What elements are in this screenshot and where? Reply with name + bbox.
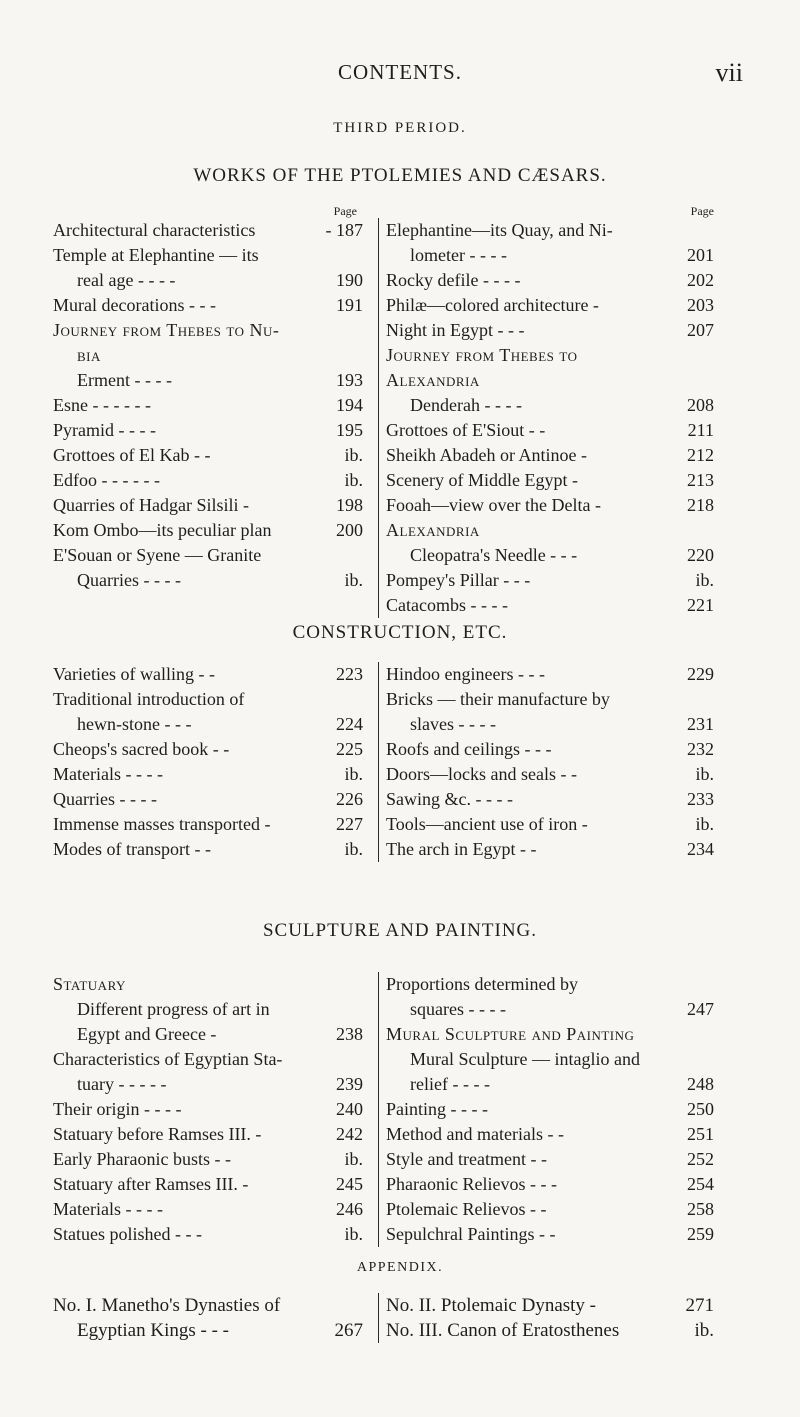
toc-entry-text: Method and materials - - xyxy=(386,1124,564,1144)
toc-entry-text: Quarries of Hadgar Silsili - xyxy=(53,495,249,515)
toc-entry-page: 246 xyxy=(336,1199,363,1219)
toc-entry-text: Alexandria xyxy=(386,520,480,540)
toc-entry-text: relief - - - - xyxy=(410,1074,490,1094)
toc-entry-text: Grottoes of El Kab - - xyxy=(53,445,211,465)
toc-entry-text: Pharaonic Relievos - - - xyxy=(386,1174,557,1194)
section-title-appendix: APPENDIX. xyxy=(356,1260,444,1275)
header-title: CONTENTS. xyxy=(338,60,462,84)
toc-entry xyxy=(386,662,714,687)
toc-entry-page: 198 xyxy=(336,495,363,515)
toc-entry-page: 208 xyxy=(687,395,714,415)
toc-entry xyxy=(386,243,714,268)
toc-entry-text: No. III. Canon of Eratosthenes xyxy=(386,1320,620,1341)
toc-entry xyxy=(53,662,363,687)
toc-entry xyxy=(53,268,363,293)
toc-entry xyxy=(53,493,363,518)
toc-entry xyxy=(53,518,363,543)
toc-entry-text: Rocky defile - - - - xyxy=(386,270,521,290)
page-column-heading: Page xyxy=(333,204,357,218)
toc-entry xyxy=(386,268,714,293)
toc-entry-text: Proportions determined by xyxy=(386,974,578,994)
toc-entry xyxy=(53,1147,363,1172)
toc-entry xyxy=(386,368,714,393)
toc-entry-text: Catacombs - - - - xyxy=(386,595,508,615)
header-page-number: vii xyxy=(715,58,743,87)
toc-entry-text: Scenery of Middle Egypt - xyxy=(386,470,578,490)
toc-entry xyxy=(386,762,714,787)
toc-entry-page: 211 xyxy=(687,420,714,440)
toc-entry xyxy=(386,997,714,1022)
toc-entry xyxy=(386,493,714,518)
toc-entry-text: Statuary xyxy=(53,974,126,994)
toc-entry-text: Materials - - - - xyxy=(53,764,163,784)
toc-entry-page: 231 xyxy=(687,714,714,734)
toc-entry xyxy=(386,418,714,443)
toc-entry xyxy=(53,568,363,593)
toc-entry xyxy=(386,318,714,343)
period-title: THIRD PERIOD. xyxy=(333,120,467,136)
toc-entry xyxy=(53,687,363,712)
toc-entry-page: 213 xyxy=(687,470,714,490)
toc-entry xyxy=(386,343,714,368)
toc-entry xyxy=(386,1318,714,1343)
toc-entry-page: 239 xyxy=(336,1074,363,1094)
toc-entry-text: Philæ—colored architecture - xyxy=(386,295,599,315)
toc-entry-page: 203 xyxy=(687,295,714,315)
toc-entry-text: Journey from Thebes to xyxy=(386,345,578,365)
toc-entry-text: Erment - - - - xyxy=(77,370,172,390)
toc-entry-page: 245 xyxy=(336,1174,363,1194)
toc-entry-page: 247 xyxy=(687,999,714,1019)
section-sculpture-left-column xyxy=(53,972,363,1247)
toc-entry-text: Quarries - - - - xyxy=(77,570,181,590)
toc-entry-text: Statuary before Ramses III. - xyxy=(53,1124,262,1144)
toc-entry-text: No. I. Manetho's Dynasties of xyxy=(53,1295,281,1316)
toc-entry-page: 223 xyxy=(336,664,363,684)
toc-entry-text: Architectural characteristics xyxy=(53,220,256,240)
toc-entry-page: 233 xyxy=(687,789,714,809)
toc-entry xyxy=(53,1197,363,1222)
toc-entry xyxy=(386,812,714,837)
toc-entry-page: 240 xyxy=(336,1099,363,1119)
toc-entry-text: Tools—ancient use of iron - xyxy=(386,814,588,834)
section-title-construction: CONSTRUCTION, ETC. xyxy=(292,622,508,643)
toc-entry-page: 242 xyxy=(336,1124,363,1144)
toc-entry-page: 194 xyxy=(336,395,363,415)
toc-entry-page: 225 xyxy=(336,739,363,759)
toc-entry-page: 221 xyxy=(687,595,714,615)
toc-entry-page: ib. xyxy=(344,445,363,465)
section-appendix-left-column xyxy=(53,1293,363,1343)
toc-entry xyxy=(53,762,363,787)
toc-entry-page: 232 xyxy=(687,739,714,759)
toc-entry xyxy=(53,1222,363,1247)
toc-entry-text: bia xyxy=(77,345,101,365)
page-column-heading: Page xyxy=(690,204,714,218)
toc-entry-page: 259 xyxy=(687,1224,714,1244)
toc-entry-page: ib. xyxy=(344,470,363,490)
section-construction-left-column xyxy=(53,662,363,862)
toc-entry-page: 212 xyxy=(687,445,714,465)
toc-entry xyxy=(386,518,714,543)
toc-entry-page: ib. xyxy=(695,764,714,784)
toc-entry xyxy=(53,318,363,343)
toc-entry-page: 267 xyxy=(334,1320,363,1341)
toc-entry xyxy=(386,1022,714,1047)
toc-entry-page: 258 xyxy=(687,1199,714,1219)
toc-entry-text: Night in Egypt - - - xyxy=(386,320,525,340)
toc-entry-text: slaves - - - - xyxy=(410,714,496,734)
toc-entry xyxy=(386,787,714,812)
toc-entry-text: No. II. Ptolemaic Dynasty - xyxy=(386,1295,597,1316)
toc-entry xyxy=(386,1222,714,1247)
toc-entry xyxy=(53,343,363,368)
toc-entry-text: Statues polished - - - xyxy=(53,1224,202,1244)
toc-entry-text: Grottoes of E'Siout - - xyxy=(386,420,546,440)
section-sculpture-right-column xyxy=(378,972,714,1247)
toc-entry-text: Denderah - - - - xyxy=(410,395,522,415)
section-ptolemies-left-column xyxy=(53,204,363,593)
section-title-ptolemies: WORKS OF THE PTOLEMIES AND CÆSARS. xyxy=(193,165,607,186)
running-head xyxy=(0,60,800,90)
toc-entry-text: Egyptian Kings - - - xyxy=(77,1320,229,1341)
toc-entry-page: 190 xyxy=(336,270,363,290)
toc-entry-page: 195 xyxy=(336,420,363,440)
toc-entry xyxy=(386,1197,714,1222)
toc-entry-page: 252 xyxy=(687,1149,714,1169)
section-appendix-right-column xyxy=(378,1293,714,1343)
toc-entry-text: Esne - - - - - - xyxy=(53,395,151,415)
toc-entry xyxy=(386,1147,714,1172)
toc-entry-text: squares - - - - xyxy=(410,999,506,1019)
toc-entry xyxy=(53,972,363,997)
toc-entry xyxy=(386,1097,714,1122)
toc-entry-page: ib. xyxy=(344,1149,363,1169)
toc-entry-text: Style and treatment - - xyxy=(386,1149,547,1169)
toc-entry-page: ib. xyxy=(694,1320,714,1341)
toc-entry-text: Sepulchral Paintings - - xyxy=(386,1224,556,1244)
toc-entry xyxy=(53,1293,363,1318)
toc-entry-text: Mural decorations - - - xyxy=(53,295,216,315)
toc-entry-page: 238 xyxy=(336,1024,363,1044)
toc-entry-text: Characteristics of Egyptian Sta- xyxy=(53,1049,283,1069)
toc-entry-page: ib. xyxy=(344,1224,363,1244)
toc-entry-text: Early Pharaonic busts - - xyxy=(53,1149,231,1169)
toc-entry-page: 191 xyxy=(336,295,363,315)
toc-entry-text: Traditional introduction of xyxy=(53,689,245,709)
toc-entry-text: Quarries - - - - xyxy=(53,789,157,809)
toc-entry xyxy=(53,1072,363,1097)
toc-entry-page: 207 xyxy=(687,320,714,340)
toc-entry xyxy=(53,368,363,393)
toc-entry-text: Mural Sculpture and Painting xyxy=(386,1024,635,1044)
toc-entry-page: 226 xyxy=(336,789,363,809)
toc-entry xyxy=(53,1318,363,1343)
toc-entry-page: 201 xyxy=(687,245,714,265)
toc-entry-page: ib. xyxy=(344,570,363,590)
toc-entry-text: hewn-stone - - - xyxy=(77,714,192,734)
toc-entry xyxy=(53,1172,363,1197)
toc-entry xyxy=(386,837,714,862)
toc-entry-page: 234 xyxy=(687,839,714,859)
toc-entry xyxy=(53,997,363,1022)
toc-entry xyxy=(53,1122,363,1147)
toc-entry xyxy=(53,443,363,468)
toc-entry xyxy=(53,293,363,318)
toc-entry-text: Painting - - - - xyxy=(386,1099,488,1119)
toc-entry-page: 220 xyxy=(687,545,714,565)
toc-entry xyxy=(386,293,714,318)
toc-entry-text: Cheops's sacred book - - xyxy=(53,739,230,759)
toc-entry-text: real age - - - - xyxy=(77,270,176,290)
toc-entry-text: Sheikh Abadeh or Antinoe - xyxy=(386,445,587,465)
toc-entry-page: 251 xyxy=(687,1124,714,1144)
toc-entry xyxy=(53,837,363,862)
toc-entry-text: Elephantine—its Quay, and Ni- xyxy=(386,220,613,240)
toc-entry-text: Ptolemaic Relievos - - xyxy=(386,1199,547,1219)
toc-entry-text: tuary - - - - - xyxy=(77,1074,167,1094)
toc-entry-text: Alexandria xyxy=(386,370,480,390)
toc-entry-text: Sawing &c. - - - - xyxy=(386,789,513,809)
toc-entry-text: Roofs and ceilings - - - xyxy=(386,739,552,759)
toc-entry xyxy=(53,712,363,737)
toc-entry-page: 227 xyxy=(336,814,363,834)
toc-entry xyxy=(53,1097,363,1122)
toc-entry-text: Pompey's Pillar - - - xyxy=(386,570,531,590)
toc-entry-text: Statuary after Ramses III. - xyxy=(53,1174,249,1194)
toc-entry-page: 224 xyxy=(336,714,363,734)
toc-entry xyxy=(53,468,363,493)
toc-entry-text: Different progress of art in xyxy=(77,999,270,1019)
toc-entry xyxy=(386,712,714,737)
toc-entry-page: 248 xyxy=(687,1074,714,1094)
toc-entry-page: 229 xyxy=(687,664,714,684)
toc-entry xyxy=(386,737,714,762)
toc-entry xyxy=(53,787,363,812)
toc-entry xyxy=(53,812,363,837)
toc-entry-page: 271 xyxy=(685,1295,714,1316)
toc-entry xyxy=(53,737,363,762)
section-ptolemies-right-column xyxy=(378,204,714,618)
toc-entry xyxy=(386,1072,714,1097)
toc-entry xyxy=(386,468,714,493)
toc-entry xyxy=(386,1047,714,1072)
toc-entry-text: lometer - - - - xyxy=(410,245,507,265)
toc-entry xyxy=(386,593,714,618)
toc-entry-page: ib. xyxy=(344,839,363,859)
toc-entry-text: Egypt and Greece - xyxy=(77,1024,217,1044)
toc-entry-text: Cleopatra's Needle - - - xyxy=(410,545,578,565)
toc-entry-text: Materials - - - - xyxy=(53,1199,163,1219)
toc-entry xyxy=(53,1022,363,1047)
toc-entry xyxy=(386,1172,714,1197)
toc-entry-text: Pyramid - - - - xyxy=(53,420,156,440)
toc-entry-page: 200 xyxy=(336,520,363,540)
toc-entry xyxy=(386,687,714,712)
toc-entry-page: ib. xyxy=(695,570,714,590)
toc-entry-page: ib. xyxy=(695,814,714,834)
toc-entry xyxy=(53,243,363,268)
section-title-sculpture: SCULPTURE AND PAINTING. xyxy=(262,920,538,941)
toc-entry-text: Hindoo engineers - - - xyxy=(386,664,545,684)
toc-entry-text: Edfoo - - - - - - xyxy=(53,470,160,490)
toc-entry-page: ib. xyxy=(344,764,363,784)
toc-entry-text: The arch in Egypt - - xyxy=(386,839,537,859)
toc-entry xyxy=(386,543,714,568)
toc-entry-text: Doors—locks and seals - - xyxy=(386,764,577,784)
toc-entry-text: Immense masses transported - xyxy=(53,814,271,834)
toc-entry-text: Modes of transport - - xyxy=(53,839,211,859)
toc-entry-text: Fooah—view over the Delta - xyxy=(386,495,601,515)
toc-entry xyxy=(53,543,363,568)
toc-entry xyxy=(53,418,363,443)
toc-entry-page: 218 xyxy=(687,495,714,515)
toc-entry-page: 202 xyxy=(687,270,714,290)
toc-entry xyxy=(53,1047,363,1072)
toc-entry-page: 193 xyxy=(336,370,363,390)
toc-entry-text: Journey from Thebes to Nu- xyxy=(53,320,280,340)
toc-entry xyxy=(386,218,714,243)
toc-entry-page: - 187 xyxy=(325,220,363,240)
toc-entry xyxy=(386,1122,714,1147)
toc-entry xyxy=(53,218,363,243)
toc-entry-text: Bricks — their manufacture by xyxy=(386,689,610,709)
toc-entry xyxy=(386,972,714,997)
toc-entry-text: Their origin - - - - xyxy=(53,1099,182,1119)
toc-entry xyxy=(386,443,714,468)
toc-entry-page: 254 xyxy=(687,1174,714,1194)
toc-entry-text: E'Souan or Syene — Granite xyxy=(53,545,262,565)
toc-entry-page: 250 xyxy=(687,1099,714,1119)
section-construction-right-column xyxy=(378,662,714,862)
toc-entry-text: Temple at Elephantine — its xyxy=(53,245,259,265)
toc-entry xyxy=(386,568,714,593)
toc-entry xyxy=(386,393,714,418)
toc-entry-text: Kom Ombo—its peculiar plan xyxy=(53,520,272,540)
toc-entry xyxy=(53,393,363,418)
toc-entry xyxy=(386,1293,714,1318)
toc-entry-text: Varieties of walling - - xyxy=(53,664,215,684)
toc-entry-text: Mural Sculpture — intaglio and xyxy=(410,1049,640,1069)
